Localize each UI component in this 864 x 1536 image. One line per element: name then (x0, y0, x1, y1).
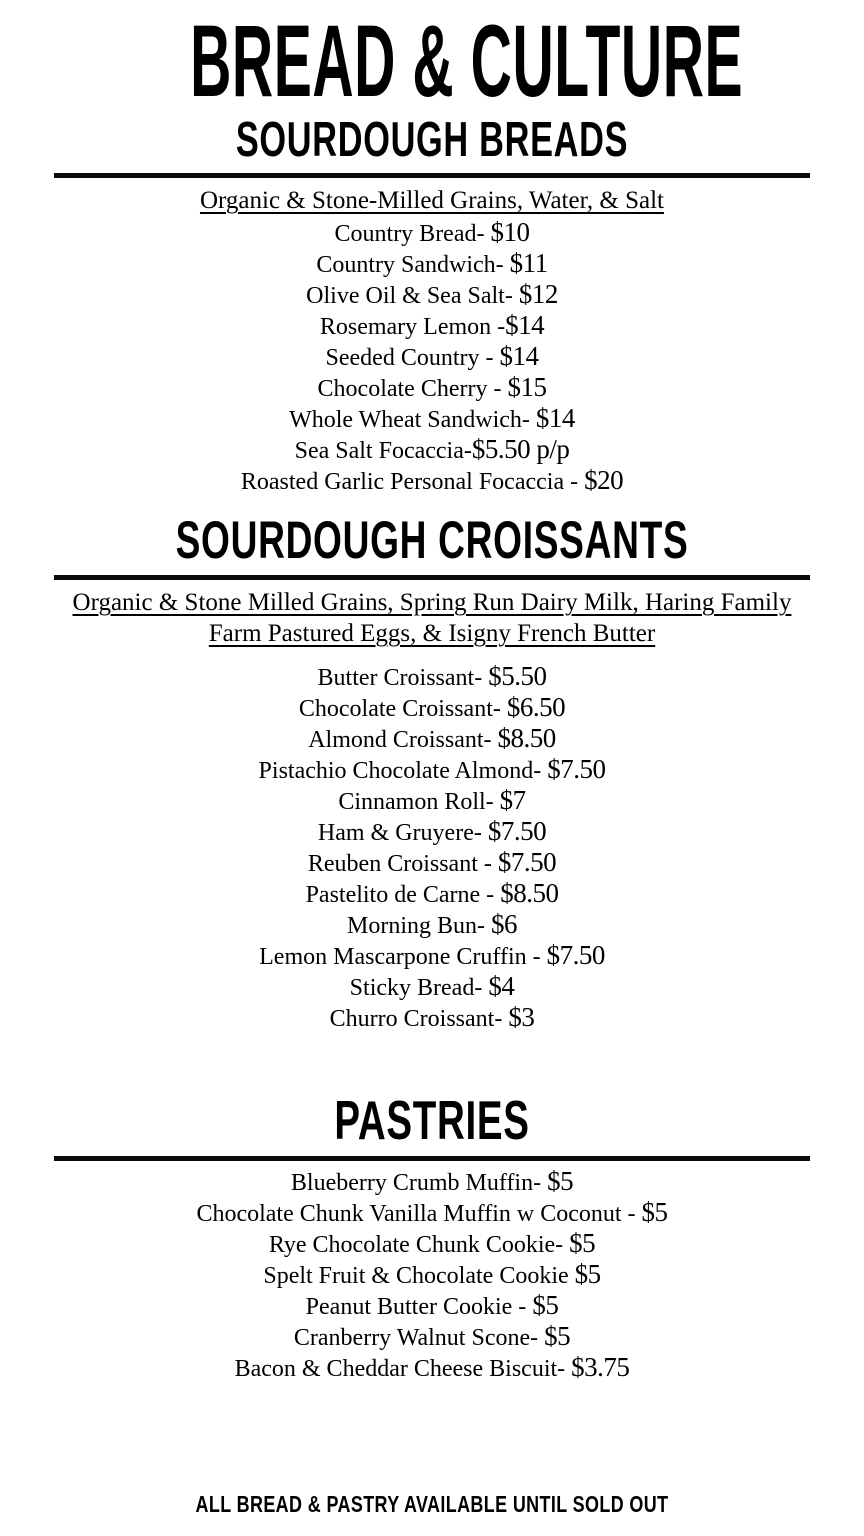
menu-item (0, 1323, 864, 1354)
item-name: Rosemary Lemon - (319, 314, 506, 340)
item-name: Cinnamon Roll- (338, 789, 500, 815)
item-name: Bacon & Cheddar Cheese Biscuit- (234, 1356, 572, 1382)
item-name: Blueberry Crumb Muffin- (290, 1170, 548, 1196)
menu-item (0, 973, 864, 1004)
section-sourdough-croissants (0, 511, 864, 1035)
menu-item (0, 818, 864, 849)
item-name: Country Sandwich- (316, 252, 510, 278)
item-price: $20 (584, 465, 624, 495)
menu-item (0, 1168, 864, 1199)
item-name: Butter Croissant- (317, 665, 489, 691)
section-divider (54, 575, 810, 580)
item-price: $4 (488, 971, 515, 1001)
croissant-items (0, 663, 864, 1035)
section-heading: PASTRIES (334, 1089, 530, 1151)
item-name: Olive Oil & Sea Salt- (306, 283, 519, 309)
menu-item (0, 849, 864, 880)
item-price: $14 (535, 403, 575, 433)
menu-item (0, 1199, 864, 1230)
item-name: Whole Wheat Sandwich- (289, 407, 536, 433)
item-name: Country Bread- (334, 221, 491, 247)
bread-items (0, 219, 864, 498)
item-price: $5.50 (488, 661, 547, 691)
menu-item (0, 343, 864, 374)
item-name: Almond Croissant- (308, 727, 498, 753)
item-name: Lemon Mascarpone Cruffin - (259, 944, 547, 970)
menu-item (0, 756, 864, 787)
item-price: $7.50 (547, 754, 606, 784)
item-price: $3 (508, 1002, 535, 1032)
item-price: $5 (544, 1321, 571, 1351)
item-name: Reuben Croissant - (307, 851, 498, 877)
menu-item (0, 694, 864, 725)
item-price: $5 (641, 1197, 668, 1227)
item-price: $7.50 (497, 847, 557, 877)
item-name: Cranberry Walnut Scone- (293, 1325, 545, 1351)
item-price: $5 (569, 1228, 596, 1258)
menu-item (0, 911, 864, 942)
item-name: Roasted Garlic Personal Focaccia - (240, 469, 585, 495)
item-price: $8.50 (500, 878, 559, 908)
menu-item (0, 312, 864, 343)
item-name: Rye Chocolate Chunk Cookie- (268, 1232, 570, 1258)
item-price: $14 (499, 341, 539, 371)
menu-item (0, 880, 864, 911)
item-price: $6.50 (506, 692, 566, 722)
item-name: Chocolate Croissant- (298, 696, 507, 722)
item-price: $5 (547, 1166, 574, 1196)
menu-item (0, 405, 864, 436)
item-price: $7.50 (546, 940, 605, 970)
item-name: Spelt Fruit & Chocolate Cookie (263, 1263, 575, 1289)
item-name: Pastelito de Carne - (305, 882, 501, 908)
item-price: $10 (490, 217, 530, 247)
menu-item (0, 467, 864, 498)
menu-item (0, 1230, 864, 1261)
item-name: Peanut Butter Cookie - (305, 1294, 533, 1320)
item-name: Morning Bun- (347, 913, 491, 939)
item-name: Sea Salt Focaccia- (294, 438, 472, 464)
item-name: Sticky Bread- (349, 975, 489, 1001)
item-price: $12 (518, 279, 558, 309)
item-price: $3.75 (571, 1352, 630, 1382)
menu-item (0, 281, 864, 312)
item-name: Chocolate Cherry - (317, 376, 508, 402)
section-subtitle: Organic & Stone-Milled Grains, Water, & Salt (199, 187, 665, 214)
item-price: $7.50 (487, 816, 547, 846)
section-heading: SOURDOUGH CROISSANTS (175, 511, 689, 570)
item-price: $6 (491, 909, 517, 939)
menu-item (0, 725, 864, 756)
item-name: Ham & Gruyere- (317, 820, 488, 846)
menu-item (0, 436, 864, 467)
menu-item (0, 787, 864, 818)
menu-item (0, 250, 864, 281)
menu-item (0, 1292, 864, 1323)
section-heading: SOURDOUGH BREADS (235, 113, 629, 167)
item-price: $15 (507, 372, 547, 402)
section-divider (54, 1156, 810, 1161)
section-pastries (0, 1089, 864, 1385)
menu-item (0, 663, 864, 694)
item-price: $5 (574, 1259, 601, 1289)
section-subtitle-line-1: Organic & Stone Milled Grains, Spring Run Dairy Milk, Haring Family (72, 589, 792, 616)
menu-item (0, 1261, 864, 1292)
item-price: $8.50 (497, 723, 556, 753)
item-price: $5.50 p/p (471, 434, 570, 464)
menu-title: BREAD & CULTURE (190, 4, 744, 118)
section-subtitle-line-2: Farm Pastured Eggs, & Isigny French Butter (208, 620, 656, 647)
menu-item (0, 942, 864, 973)
item-price: $11 (509, 248, 548, 278)
item-name: Churro Croissant- (329, 1006, 509, 1032)
pastry-items (0, 1168, 864, 1385)
section-divider (54, 173, 810, 178)
item-name: Chocolate Chunk Vanilla Muffin w Coconut - (196, 1201, 642, 1227)
item-price: $14 (505, 310, 545, 340)
menu-item (0, 219, 864, 250)
item-price: $5 (532, 1290, 559, 1320)
section-sourdough-breads (0, 113, 864, 498)
menu-item (0, 1354, 864, 1385)
availability-note: ALL BREAD & PASTRY AVAILABLE UNTIL SOLD OUT (195, 1491, 669, 1517)
item-name: Seeded Country - (325, 345, 500, 371)
menu-item (0, 1004, 864, 1035)
item-price: $7 (499, 785, 526, 815)
menu-item (0, 374, 864, 405)
item-name: Pistachio Chocolate Almond- (258, 758, 548, 784)
